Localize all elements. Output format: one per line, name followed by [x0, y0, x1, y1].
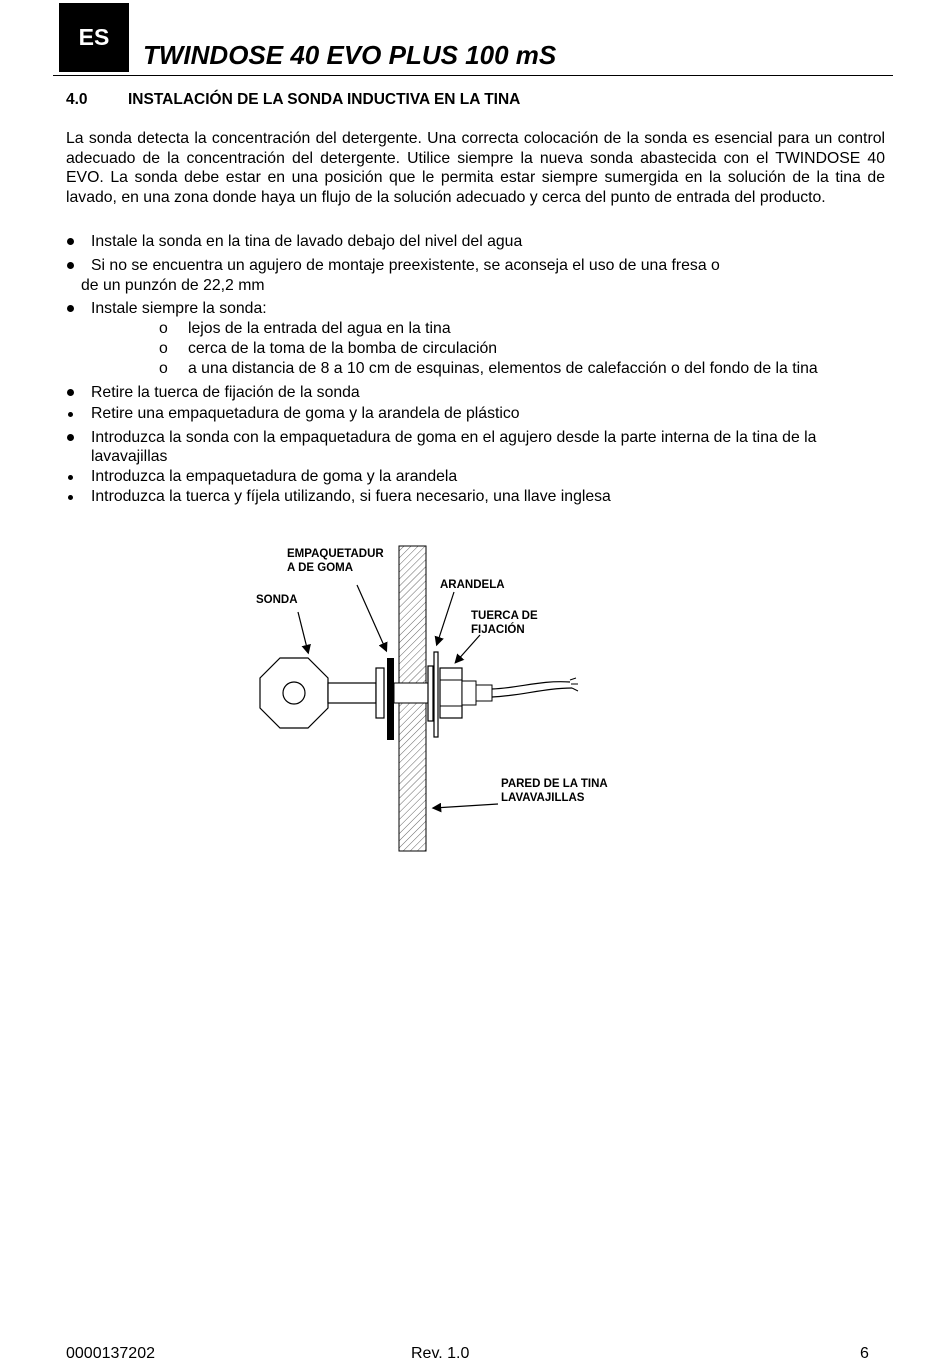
probe-collar	[376, 668, 384, 718]
bullet-icon	[67, 262, 74, 269]
arrow-probe	[298, 612, 308, 652]
fixing-nut	[440, 668, 462, 718]
list-item: Retire una empaquetadura de goma y la arandela de plástico	[66, 404, 885, 424]
bullet-icon	[68, 475, 73, 480]
bullet-icon	[67, 238, 74, 245]
threaded-end	[462, 681, 476, 705]
footer-page-number: 6	[860, 1345, 869, 1362]
language-badge: ES	[59, 3, 129, 72]
list-item: Instale siempre la sonda:	[66, 299, 885, 319]
rubber-gasket-inner	[387, 658, 394, 740]
washer	[434, 652, 438, 737]
list-item: Introduzca la sonda con la empaquetadura de goma en el agujero desde la parte interna de la tina de la lavavajillas	[66, 428, 885, 467]
sub-list-item: o cerca de la toma de la bomba de circulación	[159, 339, 498, 357]
list-item: Introduzca la empaquetadura de goma y la arandela	[66, 467, 885, 487]
bullet-icon	[67, 389, 74, 396]
label-fixing-nut: TUERCA DE FIJACIÓN	[471, 610, 538, 636]
list-item: Instale la sonda en la tina de lavado debajo del nivel del agua	[66, 232, 885, 252]
probe-thread	[394, 683, 432, 703]
arrow-nut	[456, 635, 480, 662]
sub-list-item: o lejos de la entrada del agua en la tina	[159, 319, 451, 337]
sub-list-item: o a una distancia de 8 a 10 cm de esquinas, elementos de calefacción o del fondo de la tina	[159, 359, 818, 377]
sub-bullet-marker: o	[159, 339, 168, 357]
instruction-list	[66, 299, 885, 379]
sub-bullet-marker: o	[159, 319, 168, 337]
arrow-gasket	[357, 585, 386, 650]
section-heading	[66, 91, 520, 109]
section-title: INSTALACIÓN DE LA SONDA INDUCTIVA EN LA TINA	[128, 91, 521, 108]
bullet-icon	[68, 495, 73, 500]
bullet-icon	[68, 412, 73, 417]
footer-revision: Rev. 1.0	[411, 1345, 470, 1362]
bullet-icon	[67, 305, 74, 312]
probe-stem	[328, 683, 376, 703]
arrow-washer	[437, 592, 454, 644]
probe-installation-diagram	[240, 540, 660, 860]
footer-document-code: 0000137202	[66, 1345, 155, 1362]
probe-cable	[492, 682, 572, 697]
cable-gland	[476, 685, 492, 701]
arrow-wall	[434, 804, 498, 808]
rubber-gasket-outer	[428, 666, 433, 721]
list-item: Introduzca la tuerca y fíjela utilizando, si fuera necesario, una llave inglesa	[66, 487, 885, 507]
instruction-list	[66, 256, 885, 295]
document-title: TWINDOSE 40 EVO PLUS 100 mS	[143, 40, 557, 70]
sub-bullet-marker: o	[159, 359, 168, 377]
label-washer: ARANDELA	[440, 579, 505, 591]
section-number: 4.0	[66, 91, 88, 108]
list-item: Si no se encuentra un agujero de montaje preexistente, se aconseja el uso de una fresa o	[66, 256, 885, 276]
intro-paragraph: La sonda detecta la concentración del detergente. Una correcta colocación de la sonda es esencial para un control adecuado de la concentración del detergente. Utilice siempre la nueva sonda abastecida con el TWINDOSE 40 EVO. La sonda debe estar en una posición que le permita estar siempre sumergida en la solución de la tina de lavado, en una zona donde haya un flujo de la solución adecuado y cerca del punto de entrada del producto.	[66, 130, 885, 206]
label-probe: SONDA	[256, 594, 298, 606]
instruction-list	[66, 383, 885, 507]
list-item: Retire la tuerca de fijación de la sonda	[66, 383, 885, 403]
label-rubber-gasket: EMPAQUETADUR A DE GOMA	[287, 548, 384, 574]
label-tank-wall: PARED DE LA TINA LAVAVAJILLAS	[501, 778, 608, 804]
instruction-list	[66, 232, 885, 252]
list-item-continuation: de un punzón de 22,2 mm	[81, 276, 265, 294]
probe-hole	[283, 682, 305, 704]
bullet-icon	[67, 434, 74, 441]
header-divider	[53, 75, 893, 76]
